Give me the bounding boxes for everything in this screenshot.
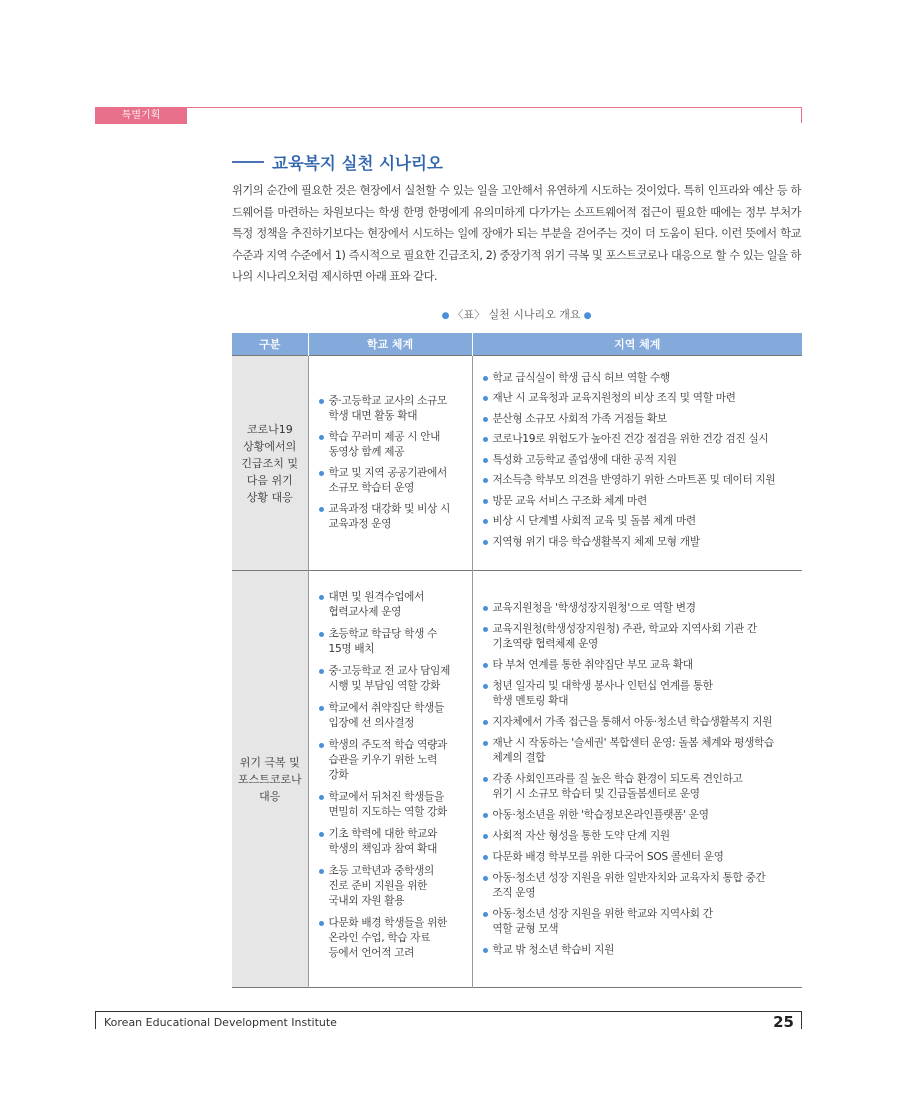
list-item: 중·고등학교 교사의 소규모 학생 대면 활동 확대 (318, 394, 466, 424)
row-category: 코로나19 상황에서의 긴급조치 및 다음 위기 상황 대응 (232, 356, 308, 571)
table-caption (232, 306, 801, 322)
heading-dash (232, 161, 264, 163)
list-item: 사회적 자산 형성을 통한 도약 단계 지원 (482, 829, 797, 844)
list-item: 아동·청소년 성장 지원을 위한 학교와 지역사회 간 역할 균형 모색 (482, 907, 797, 937)
school-list (309, 590, 472, 961)
list-item: 교육지원청을 '학생성장지원청'으로 역할 변경 (482, 601, 797, 616)
list-item: 아동·청소년 성장 지원을 위한 일반자치와 교육자치 통합 중간 조직 운영 (482, 871, 797, 901)
list-item: 각종 사회인프라를 질 높은 학습 환경이 되도록 견인하고 위기 시 소규모 학습터 및 긴급돌봄센터로 운영 (482, 772, 797, 802)
list-item: 분산형 소규모 사회적 가족 거점들 확보 (482, 412, 797, 427)
list-item: 재난 시 교육청과 교육지원청의 비상 조직 및 역할 마련 (482, 391, 797, 406)
list-item: 코로나19로 위험도가 높아진 건강 점검을 위한 건강 검진 실시 (482, 432, 797, 447)
list-item: 학교에서 뒤처진 학생들을 면밀히 지도하는 역할 강화 (318, 790, 466, 820)
list-item: 청년 일자리 및 대학생 봉사나 인턴십 연계를 통한 학생 멘토링 확대 (482, 679, 797, 709)
section-heading (232, 150, 443, 174)
list-item: 특성화 고등학교 졸업생에 대한 공적 지원 (482, 453, 797, 468)
header-rule-tick (801, 107, 802, 123)
header-local: 지역 체계 (472, 333, 802, 356)
list-item: 학교 급식실이 학생 급식 허브 역할 수행 (482, 371, 797, 386)
local-cell (472, 571, 802, 988)
list-item: 지자체에서 가족 접근을 통해서 아동·청소년 학습생활복지 지원 (482, 715, 797, 730)
table-header-row (232, 333, 802, 356)
row-category: 위기 극복 및 포스트코로나 대응 (232, 571, 308, 988)
local-cell (472, 356, 802, 571)
footer-rule-tick (95, 1011, 96, 1029)
list-item: 지역형 위기 대응 학습생활복지 체제 모형 개발 (482, 535, 797, 550)
list-item: 학교 및 지역 공공기관에서 소규모 학습터 운영 (318, 466, 466, 496)
list-item: 방문 교육 서비스 구조화 체계 마련 (482, 494, 797, 509)
scenario-table (232, 333, 802, 988)
section-title: 교육복지 실천 시나리오 (272, 154, 443, 173)
list-item: 학교 밖 청소년 학습비 지원 (482, 943, 797, 958)
list-item: 교육과정 대강화 및 비상 시 교육과정 운영 (318, 502, 466, 532)
local-list (473, 371, 803, 550)
footer-institute: Korean Educational Development Institute (104, 1016, 337, 1029)
school-list (309, 394, 472, 532)
list-item: 기초 학력에 대한 학교와 학생의 책임과 참여 확대 (318, 827, 466, 857)
footer-rule (95, 1011, 802, 1012)
caption-bullet-icon: ● (583, 311, 592, 321)
table-row (232, 571, 802, 988)
footer-rule-tick (801, 1011, 802, 1029)
caption-bullet-icon: ● (441, 311, 450, 321)
page-number: 25 (773, 1013, 794, 1031)
list-item: 학교에서 취약집단 학생들 입장에 선 의사결정 (318, 701, 466, 731)
list-item: 다문화 배경 학부모를 위한 다국어 SOS 콜센터 운영 (482, 850, 797, 865)
header-category: 구분 (232, 333, 308, 356)
section-tab: 특별기획 (95, 107, 187, 124)
list-item: 타 부처 연계를 통한 취약집단 부모 교육 확대 (482, 658, 797, 673)
table-row (232, 356, 802, 571)
list-item: 학습 꾸러미 제공 시 안내 동영상 함께 제공 (318, 430, 466, 460)
list-item: 아동·청소년을 위한 '학습정보온라인플랫폼' 운영 (482, 808, 797, 823)
intro-paragraph: 위기의 순간에 필요한 것은 현장에서 실천할 수 있는 일을 고안해서 유연하게 시도하는 것이었다. 특히 인프라와 예산 등 하드웨어를 마련하는 차원보다는 학생 한명 한명에게 유의미하게 다가가는 소프트웨어적 접근이 필요한 때에는 정부 부처가 특정 정책을 추진하기보다는 현장에서 시도하는 일에 장애가 되는 부분을 걷어주는 것이 더 도움이 된다. 이런 뜻에서 학교 수준과 지역 수준에서 1) 즉시적으로 필요한 긴급조치, 2) 중장기적 위기 극복 및 포스트코로나 대응으로 할 수 있는 일을 하나의 시나리오처럼 제시하면 아래 표와 같다. (232, 184, 801, 284)
header-rule (95, 107, 802, 108)
list-item: 중·고등학교 전 교사 담임제 시행 및 부담임 역할 강화 (318, 664, 466, 694)
list-item: 초등학교 학급당 학생 수 15명 배치 (318, 627, 466, 657)
list-item: 비상 시 단계별 사회적 교육 및 돌봄 체계 마련 (482, 514, 797, 529)
list-item: 대면 및 원격수업에서 협력교사제 운영 (318, 590, 466, 620)
list-item: 초등 고학년과 중학생의 진로 준비 지원을 위한 국내외 자원 활용 (318, 864, 466, 909)
list-item: 학생의 주도적 학습 역량과 습관을 키우기 위한 노력 강화 (318, 738, 466, 783)
school-cell (308, 356, 472, 571)
list-item: 교육지원청(학생성장지원청) 주관, 학교와 지역사회 기관 간 기초역량 협력체제 운영 (482, 622, 797, 652)
school-cell (308, 571, 472, 988)
caption-text: 〈표〉 실천 시나리오 개요 (452, 308, 581, 321)
header-school: 학교 체계 (308, 333, 472, 356)
list-item: 저소득층 학부모 의견을 반영하기 위한 스마트폰 및 데이터 지원 (482, 473, 797, 488)
list-item: 다문화 배경 학생들을 위한 온라인 수업, 학습 자료 등에서 언어적 고려 (318, 916, 466, 961)
list-item: 재난 시 작동하는 '슬세권' 복합센터 운영: 돌봄 체계와 평생학습 체계의 결합 (482, 736, 797, 766)
local-list (473, 601, 803, 958)
